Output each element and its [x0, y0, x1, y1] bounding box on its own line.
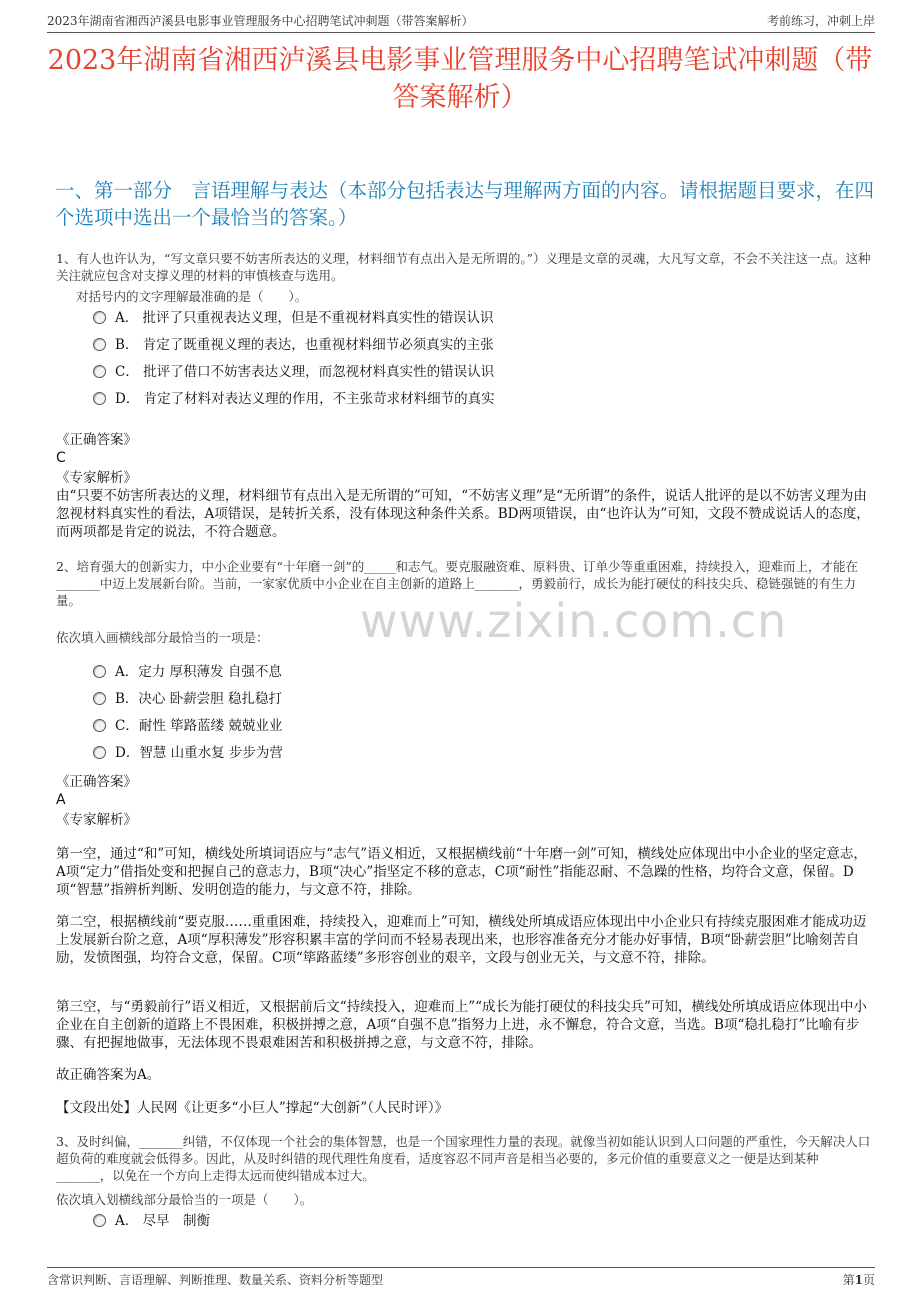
- question-2-analysis-p2: 第二空，根据横线前“要克服……重重困难，持续投入，迎难而上”可知，横线处所填成语应体现出中小企业只有持续克服困难才能成功迈上发展新台阶之意，A项“厚积薄发”形容积累丰富的学问而不轻易表现出来，也形容准备充分才能办好事情，B项“卧薪尝胆”比喻刻苦自励，发愤图强，均符合文意，保留。C项“筚路蓝缕”多形容创业的艰辛，文段与创业无关，与文意不符，排除。: [56, 914, 867, 966]
- question-2-option-a[interactable]: A．定力 厚积薄发 自强不息: [93, 663, 282, 681]
- question-2-answer-label: 《正确答案》: [56, 774, 137, 790]
- question-2-analysis-p1: 第一空，通过“和”可知，横线处所填词语应与“志气”语义相近，又根据横线前“十年磨一剑”可知，横线处应体现出中小企业的坚定意志，A项“定力”借指处变和把握自己的意志力，B项“决心”指坚定不移的意志，C项“耐性”指能忍耐、不急躁的性格，均符合文意，保留。D项“智慧”指辨析判断、发明创造的能力，与文意不符，排除。: [56, 846, 867, 898]
- question-2-option-c[interactable]: C．耐性 筚路蓝缕 兢兢业业: [93, 717, 282, 735]
- radio-icon[interactable]: [93, 365, 106, 378]
- question-2-option-b[interactable]: B．决心 卧薪尝胆 稳扎稳打: [93, 690, 282, 708]
- question-2-analysis-p3: 第三空，与“勇毅前行”语义相近，又根据前后文“持续投入，迎难而上”“成长为能打硬仗的科技尖兵”可知，横线处所填成语应体现出中小企业在自主创新的道路上不畏困难，积极拼搏之意，A项“自强不息”指努力上进，永不懈怠，符合文意，当选。B项“稳扎稳打”比喻有步骤、有把握地做事，无法体现不畏艰难困苦和积极拼搏之意，与文意不符，排除。: [56, 999, 867, 1051]
- question-3-prompt: 依次填入划横线部分最恰当的一项是（ ）。: [56, 1192, 313, 1207]
- question-2-analysis-label: 《专家解析》: [56, 812, 137, 828]
- question-1-analysis-label: 《专家解析》: [56, 470, 137, 486]
- question-1-prompt: 对括号内的文字理解最准确的是（ ）。: [76, 289, 308, 304]
- radio-icon[interactable]: [93, 1214, 106, 1227]
- footer-note: 含常识判断、言语理解、判断推理、数量关系、资料分析等题型: [47, 1273, 384, 1287]
- section-heading: 一、第一部分 言语理解与表达（本部分包括表达与理解两方面的内容。请根据题目要求，在四个选项中选出一个最恰当的答案。）: [55, 179, 875, 229]
- question-2-answer: A: [56, 792, 66, 808]
- question-1-option-c[interactable]: C． 批评了借口不妨害表达义理，而忽视材料真实性的错误认识: [93, 363, 494, 381]
- question-1-answer: C: [56, 450, 66, 466]
- page-number: 第1页: [842, 1273, 875, 1287]
- question-2-source: 【文段出处】人民网《让更多“小巨人”撑起“大创新”（人民时评）》: [56, 1100, 449, 1116]
- question-1-stem: 1、有人也许认为，“写文章只要不妨害所表达的义理，材料细节有点出入是无所谓的。”）义理是文章的灵魂，大凡写文章，不会不关注这一点。这种关注就应包含对支撑义理的材料的审慎核查与选用。: [56, 251, 871, 283]
- radio-icon[interactable]: [93, 338, 106, 351]
- header-divider: [47, 32, 875, 33]
- header-doc-title: 2023年湖南省湘西泸溪县电影事业管理服务中心招聘笔试冲刺题（带答案解析）: [47, 14, 474, 28]
- question-2-conclusion: 故正确答案为A。: [56, 1067, 161, 1083]
- radio-icon[interactable]: [93, 392, 106, 405]
- question-2-stem: 2、培育强大的创新实力，中小企业要有“十年磨一剑”的_____和志气。要克服融资难、原料贵、订单少等重重困难，持续投入，迎难而上，才能在_______中迈上发展新台阶。当前，一家家优质中小企业在自主创新的道路上_______，勇毅前行，成长为能打硬仗的科技尖兵、稳链强链的有生力量。: [56, 559, 858, 608]
- question-2-option-d[interactable]: D．智慧 山重水复 步步为营: [93, 744, 283, 762]
- radio-icon[interactable]: [93, 719, 106, 732]
- radio-icon[interactable]: [93, 692, 106, 705]
- footer-divider: [47, 1267, 875, 1268]
- watermark: www.zixin.com.cn: [360, 594, 788, 648]
- header-slogan: 考前练习，冲刺上岸: [766, 14, 875, 28]
- question-3-stem: 3、及时纠偏，_______纠错，不仅体现一个社会的集体智慧，也是一个国家理性力量的表现。就像当初如能认识到人口问题的严重性，今天解决人口超负荷的难度就会低得多。因此，从及时纠错的现代理性角度看，适度容忍不同声音是相当必要的，多元价值的重要意义之一便是达到某种_______，以免在一个方向上走得太远而使纠错成本过大。: [56, 1134, 871, 1183]
- question-1-analysis: 由“只要不妨害所表达的义理，材料细节有点出入是无所谓的”可知，“不妨害义理”是“无所谓”的条件，说话人批评的是以不妨害义理为由忽视材料真实性的看法，A项错误，是转折关系，没有体现这种条件关系。BD两项错误，由“也许认为”可知，文段不赞成说话人的态度，而两项都是肯定的说法，不符合题意。: [56, 488, 870, 540]
- page-header: [47, 12, 875, 32]
- question-1-option-b[interactable]: B． 肯定了既重视义理的表达，也重视材料细节必须真实的主张: [93, 336, 494, 354]
- question-1-answer-label: 《正确答案》: [56, 432, 137, 448]
- radio-icon[interactable]: [93, 746, 106, 759]
- page-title: 2023年湖南省湘西泸溪县电影事业管理服务中心招聘笔试冲刺题（带答案解析）: [47, 45, 873, 113]
- radio-icon[interactable]: [93, 311, 106, 324]
- question-3-option-a[interactable]: A． 尽早 制衡: [93, 1212, 210, 1230]
- question-1-option-a[interactable]: A． 批评了只重视表达义理，但是不重视材料真实性的错误认识: [93, 309, 494, 327]
- question-1-option-d[interactable]: D． 肯定了材料对表达义理的作用，不主张苛求材料细节的真实: [93, 390, 495, 408]
- radio-icon[interactable]: [93, 665, 106, 678]
- question-2-prompt: 依次填入画横线部分最恰当的一项是：: [56, 630, 269, 645]
